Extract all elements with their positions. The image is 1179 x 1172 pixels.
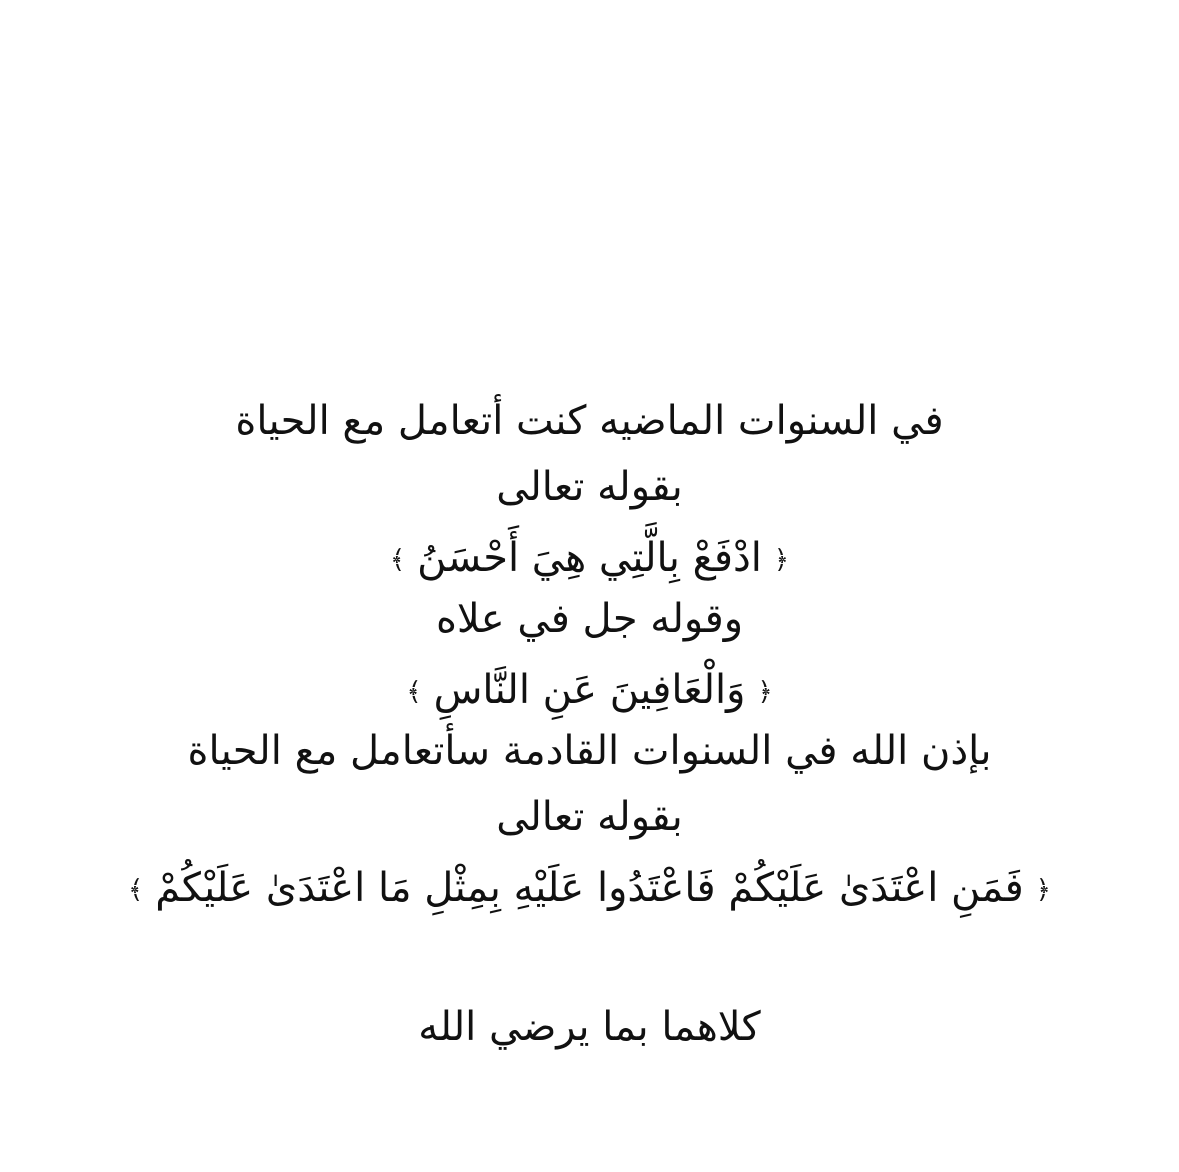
closing-line: كلاهما بما يرضي الله bbox=[418, 1004, 761, 1050]
line-and-his-saying: وقوله جل في علاه bbox=[435, 596, 744, 642]
verse-wrapper bbox=[406, 657, 772, 723]
line-his-saying-2: بقوله تعالى bbox=[496, 794, 683, 840]
text-block bbox=[0, 388, 1179, 916]
verse-repel-with-better bbox=[0, 520, 1179, 586]
verse-wrapper bbox=[390, 525, 789, 591]
verse-text: ادْفَعْ بِالَّتِي هِيَ أَحْسَنُ bbox=[417, 535, 762, 581]
line-past-years: في السنوات الماضيه كنت أتعامل مع الحياة bbox=[235, 398, 944, 444]
verse-text: وَالْعَافِينَ عَنِ النَّاسِ bbox=[433, 667, 746, 713]
ornament-bracket-close-icon: ﴾ bbox=[389, 545, 406, 575]
line-his-saying-1: بقوله تعالى bbox=[496, 464, 683, 510]
ornament-bracket-close-icon: ﴾ bbox=[128, 875, 144, 905]
verse-wrapper bbox=[128, 855, 1051, 921]
verse-text: فَمَنِ اعْتَدَىٰ عَلَيْكُمْ فَاعْتَدُوا عَلَيْهِ بِمِثْلِ مَا اعْتَدَىٰ عَلَيْكُمْ bbox=[155, 865, 1024, 911]
ornament-bracket-open-icon: ﴿ bbox=[1035, 875, 1051, 905]
verse-pardon-people bbox=[0, 652, 1179, 718]
verse-transgression bbox=[0, 850, 1179, 916]
ornament-bracket-open-icon: ﴿ bbox=[773, 545, 790, 575]
ornament-bracket-open-icon: ﴿ bbox=[757, 677, 773, 707]
ornament-bracket-close-icon: ﴾ bbox=[406, 677, 422, 707]
line-coming-years: بإذن الله في السنوات القادمة سأتعامل مع الحياة bbox=[187, 728, 992, 774]
